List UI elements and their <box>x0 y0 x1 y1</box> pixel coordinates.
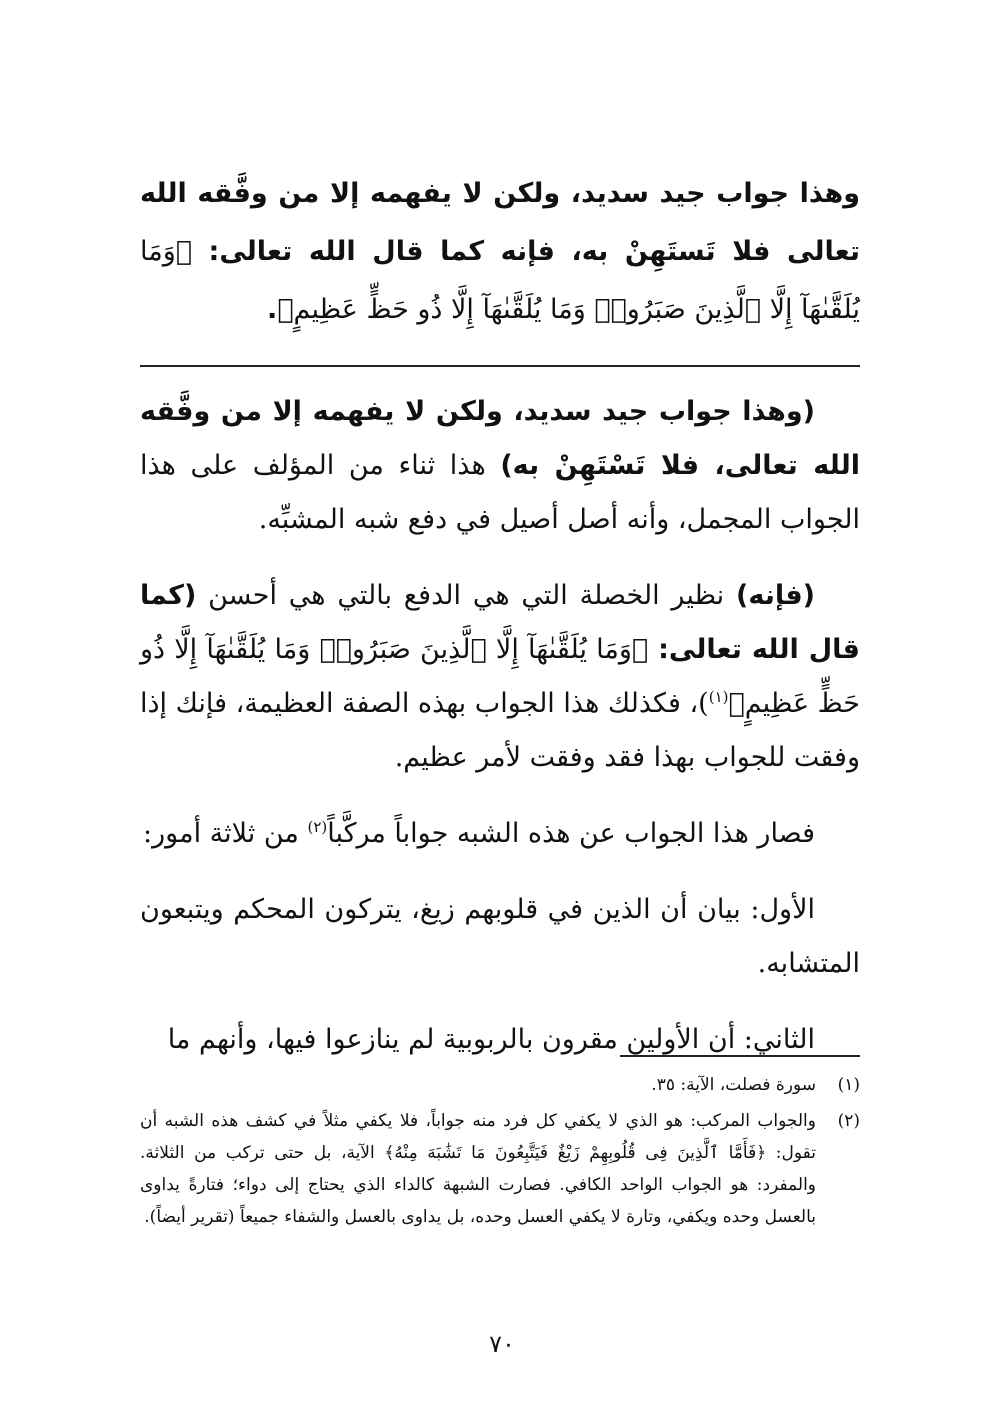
quran-verse: ﴿وَمَا يُلَقَّىٰهَآ إِلَّا ٱلَّذِينَ صَبَرُوا۟ وَمَا يُلَقَّىٰهَآ إِلَّا ذُو حَظٍّ عَظِيمٍ﴾ <box>140 634 860 719</box>
page-number: ٧٠ <box>489 1330 515 1358</box>
footnotes <box>140 1055 860 1237</box>
commentary-paragraph-2 <box>140 569 860 785</box>
commentary-text: )، فكذلك هذا الجواب بهذه الصفة العظيمة، فإنك إذا وفقت للجواب بهذا فقد وفقت لأمر عظيم. <box>140 688 860 773</box>
matn-verse: ﴿وَمَا يُلَقَّىٰهَآ إِلَّا ٱلَّذِينَ صَبَرُوا۟ وَمَا يُلَقَّىٰهَآ إِلَّا ذُو حَظٍّ عَظِيمٍ﴾ <box>140 236 860 325</box>
quoted-matn: (كما قال الله تعالى: <box>140 580 860 665</box>
quoted-matn: (فإنه) <box>735 580 815 611</box>
quoted-matn: (وهذا جواب جيد سديد، ولكن لا يفهمه إلا من وفَّقه الله تعالى، فلا تَسْتَهِنْ به) <box>140 396 860 481</box>
matn-lead: وهذا جواب جيد سديد، ولكن لا يفهمه إلا من وفَّقه الله تعالى فلا تَستَهِنْ به، فإنه كما قال الله تعالى: <box>140 178 860 267</box>
footnote-number: (١) <box>837 1075 860 1095</box>
footnote-ref-2[interactable]: (٢) <box>307 818 328 836</box>
footnote-1 <box>140 1069 860 1101</box>
commentary-text: من ثلاثة أمور: <box>143 818 308 849</box>
footnote-text: والجواب المركب: هو الذي لا يكفي كل فرد منه جواباً، فلا يكفي مثلاً في كشف هذه الشبه أن تقول: ﴿فَأَمَّا ٱلَّذِينَ فِى قُلُوبِهِمْ زَيْغٌ فَيَتَّبِعُونَ مَا تَشَٰبَهَ مِنْهُ﴾ الآية، بل حتى تركب من الثلاثة. والمفرد: هو الجواب الواحد الكافي. فصارت الشبهة كالداء الذي يحتاج إلى دواء؛ فتارةً يداوى بالعسل وحده ويكفي، وتارة لا يكفي العسل وحده، بل يداوى بالعسل والشفاء جميعاً (تقرير أيضاً). <box>140 1111 816 1227</box>
matn-text <box>140 165 860 339</box>
commentary-paragraph-5: الثاني: أن الأولين مقرون بالربوبية لم ينازعوا فيها، وأنهم ما <box>167 1024 815 1055</box>
commentary-text: هذا ثناء من المؤلف على هذا الجواب المجمل، وأنه أصل أصيل في دفع شبه المشبِّه. <box>140 450 860 535</box>
commentary-paragraph-4: الأول: بيان أن الذين في قلوبهم زيغ، يتركون المحكم ويتبعون المتشابه. <box>140 894 860 979</box>
page-body <box>140 165 860 1089</box>
footnote-number: (٢) <box>837 1111 860 1131</box>
commentary-paragraph-1 <box>140 385 860 547</box>
matn-end: . <box>267 294 278 325</box>
footnote-2 <box>140 1105 860 1233</box>
commentary-paragraph-3 <box>140 807 860 861</box>
commentary-text: نظير الخصلة التي هي الدفع بالتي هي أحسن <box>196 580 736 611</box>
footnote-text: سورة فصلت، الآية: ٣٥. <box>651 1075 816 1095</box>
footnote-ref-1[interactable]: (١) <box>708 688 729 706</box>
section-divider <box>140 365 860 367</box>
commentary-text: فصار هذا الجواب عن هذه الشبه جواباً مركَّباً <box>327 818 815 849</box>
footnote-divider <box>620 1055 860 1057</box>
